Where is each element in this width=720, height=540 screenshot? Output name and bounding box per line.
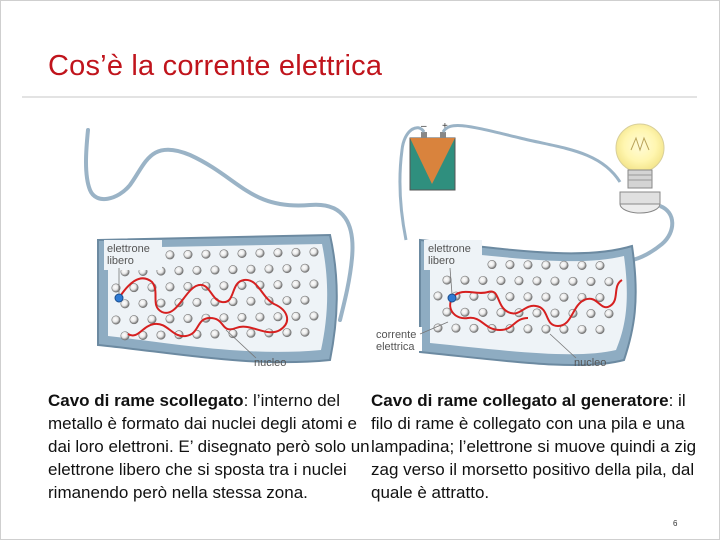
nucleus-dot xyxy=(596,325,604,333)
nucleus-dot xyxy=(301,328,309,336)
nucleus-dot xyxy=(265,265,273,273)
nucleus-dot xyxy=(533,309,541,317)
nucleus-dot xyxy=(587,309,595,317)
nucleus-dot xyxy=(605,310,613,318)
nucleus-dot xyxy=(533,277,541,285)
nucleus-dot xyxy=(461,276,469,284)
nucleus-dot xyxy=(211,266,219,274)
left-free-electron xyxy=(115,294,123,302)
nucleus-dot xyxy=(121,332,129,340)
caption-left-text: : l’interno del metallo è formato dai nuclei degli atomi e dai loro elettroni. E’ disegnato però solo un elettrone libero che si sposta tra i nuclei rimanendo però nella stessa zona. xyxy=(48,391,370,502)
nucleus-dot xyxy=(578,325,586,333)
nucleus-dot xyxy=(310,280,318,288)
nucleus-dot xyxy=(292,280,300,288)
nucleus-dot xyxy=(479,308,487,316)
copper-wire-illustration xyxy=(0,108,720,388)
light-bulb xyxy=(616,124,664,213)
nucleus-dot xyxy=(542,293,550,301)
nucleus-dot xyxy=(301,264,309,272)
nucleus-dot xyxy=(166,315,174,323)
nucleus-dot xyxy=(524,293,532,301)
caption-disconnected-wire xyxy=(48,389,378,504)
nucleus-dot xyxy=(292,312,300,320)
nucleus-dot xyxy=(310,312,318,320)
wire-battery-to-bulb xyxy=(443,125,620,182)
right-figure xyxy=(374,121,672,369)
nucleus-dot xyxy=(148,315,156,323)
nucleus-dot xyxy=(184,314,192,322)
caption-right-text: : il filo di rame è collegato con una pila e una lampadina; l’elettrone si muove quindi a zig zag verso il morsetto positivo della pila, dal quale è attratto. xyxy=(371,391,697,502)
nucleus-dot xyxy=(274,249,282,257)
nucleus-dot xyxy=(130,315,138,323)
nucleus-dot xyxy=(443,276,451,284)
battery-minus-sign: – xyxy=(421,121,427,132)
nucleus-dot xyxy=(587,277,595,285)
left-label-free-electron-2: libero xyxy=(107,255,134,267)
caption-connected-wire xyxy=(371,389,706,504)
nucleus-dot xyxy=(229,265,237,273)
slide-title: Cos’è la corrente elettrica xyxy=(48,50,383,82)
caption-right-heading: Cavo di rame collegato al generatore xyxy=(371,391,669,410)
right-free-electron xyxy=(448,294,456,302)
nucleus-dot xyxy=(193,266,201,274)
nucleus-dot xyxy=(238,313,246,321)
nucleus-dot xyxy=(292,248,300,256)
nucleus-dot xyxy=(247,265,255,273)
left-label-nucleus: nucleo xyxy=(254,357,287,369)
nucleus-dot xyxy=(220,282,228,290)
nucleus-dot xyxy=(220,314,228,322)
nucleus-dot xyxy=(211,330,219,338)
nucleus-dot xyxy=(274,313,282,321)
nucleus-dot xyxy=(479,276,487,284)
battery xyxy=(410,121,455,190)
nucleus-dot xyxy=(283,328,291,336)
nucleus-dot xyxy=(256,249,264,257)
nucleus-dot xyxy=(238,249,246,257)
nucleus-dot xyxy=(551,309,559,317)
nucleus-dot xyxy=(569,277,577,285)
nucleus-dot xyxy=(551,277,559,285)
nucleus-dot xyxy=(515,277,523,285)
nucleus-dot xyxy=(202,250,210,258)
nucleus-dot xyxy=(470,324,478,332)
nucleus-dot xyxy=(506,261,514,269)
right-label-free-electron-2: libero xyxy=(428,255,455,267)
nucleus-dot xyxy=(524,261,532,269)
nucleus-dot xyxy=(157,331,165,339)
nucleus-dot xyxy=(184,250,192,258)
nucleus-dot xyxy=(497,276,505,284)
nucleus-dot xyxy=(139,299,147,307)
nucleus-dot xyxy=(542,261,550,269)
nucleus-dot xyxy=(506,293,514,301)
nucleus-dot xyxy=(175,267,183,275)
nucleus-dot xyxy=(542,325,550,333)
battery-plus-sign: + xyxy=(442,121,448,132)
caption-left-heading: Cavo di rame scollegato xyxy=(48,391,244,410)
nucleus-dot xyxy=(578,261,586,269)
nucleus-dot xyxy=(452,324,460,332)
right-label-free-electron-1: elettrone xyxy=(428,243,471,255)
nucleus-dot xyxy=(112,316,120,324)
nucleus-dot xyxy=(247,329,255,337)
nucleus-dot xyxy=(301,296,309,304)
left-figure xyxy=(86,130,353,369)
right-label-current-1: corrente xyxy=(376,329,417,341)
nucleus-dot xyxy=(247,297,255,305)
nucleus-dot xyxy=(166,251,174,259)
nucleus-dot xyxy=(166,283,174,291)
nucleus-dot xyxy=(605,278,613,286)
nucleus-dot xyxy=(157,299,165,307)
nucleus-dot xyxy=(461,308,469,316)
nucleus-dot xyxy=(283,264,291,272)
nucleus-dot xyxy=(596,293,604,301)
nucleus-dot xyxy=(524,325,532,333)
nucleus-dot xyxy=(434,292,442,300)
nucleus-dot xyxy=(596,261,604,269)
nucleus-dot xyxy=(220,250,228,258)
nucleus-dot xyxy=(283,296,291,304)
left-label-free-electron-1: elettrone xyxy=(107,243,150,255)
right-label-nucleus: nucleo xyxy=(574,357,607,369)
nucleus-dot xyxy=(560,293,568,301)
page-number: 6 xyxy=(673,519,678,528)
nucleus-dot xyxy=(193,298,201,306)
nucleus-dot xyxy=(256,313,264,321)
nucleus-dot xyxy=(310,248,318,256)
nucleus-dot xyxy=(488,260,496,268)
title-divider xyxy=(22,96,697,98)
nucleus-dot xyxy=(274,281,282,289)
nucleus-dot xyxy=(560,261,568,269)
right-label-current-2: elettrica xyxy=(376,341,415,353)
